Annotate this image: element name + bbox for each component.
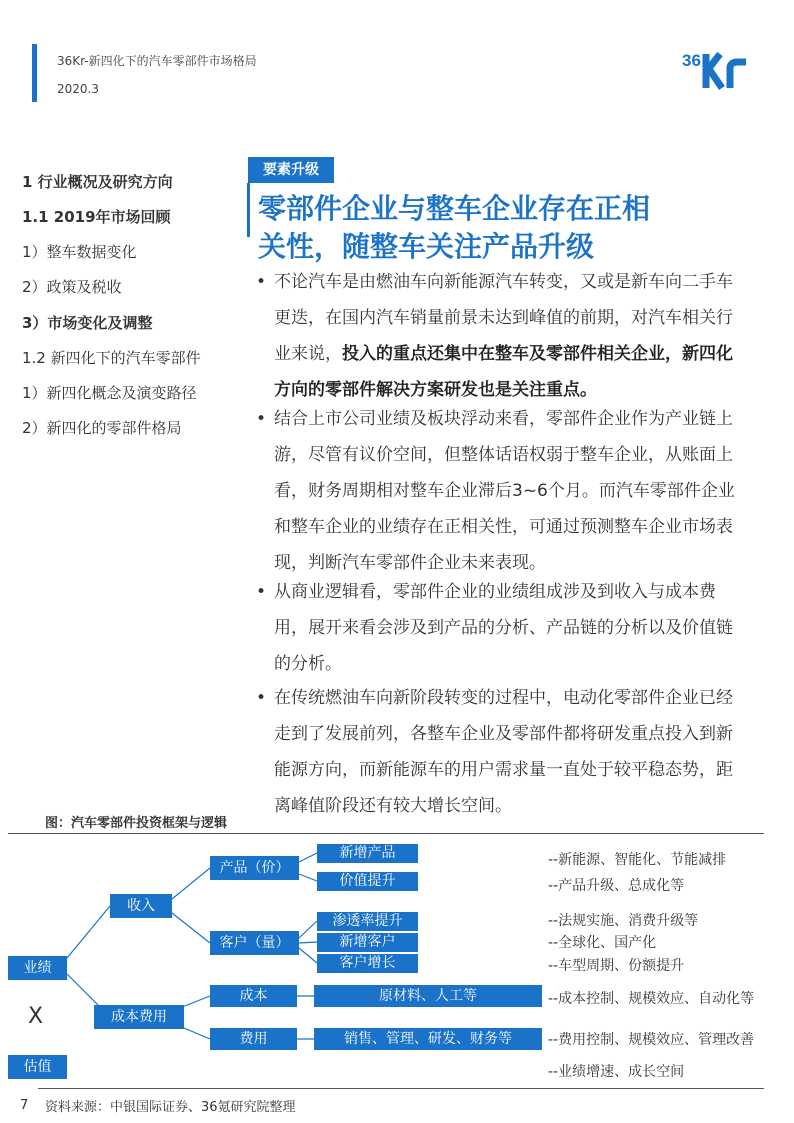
bullet: • [256,272,267,292]
note-cost: --成本控制、规模效应、自动化等 [548,991,755,1007]
toc-item-1-1-1[interactable]: 1）整车数据变化 [22,243,137,261]
paragraph-2 [256,401,748,581]
toc-item-1-1-3[interactable]: 3）市场变化及调整 [22,314,153,332]
bullet: • [256,409,267,429]
title-accent-bar [247,183,250,237]
36kr-logo [682,42,766,92]
section-title-line2: 关性，随整车关注产品升级 [258,230,595,263]
header-accent-bar [32,44,37,102]
svg-text:36: 36 [682,51,701,70]
node-new-products: 新增产品 [317,844,418,863]
node-materials: 原材料、人工等 [314,985,542,1007]
figure-title: 图：汽车零部件投资框架与逻辑 [45,816,228,831]
note-valuation: --业绩增速、成长空间 [548,1064,685,1080]
node-penetration: 渗透率提升 [317,912,418,931]
node-customer-growth: 客户增长 [317,954,418,973]
paragraph-3-text: 从商业逻辑看，零部件企业的业绩组成涉及到收入与成本费用，展开来看会涉及到产品的分析、产品链的分析以及价值链的分析。 [274,582,733,674]
note-customer-growth: --车型周期、份额提升 [548,958,685,974]
paragraph-4 [256,680,748,824]
note-value-upgrade: --产品升级、总成化等 [548,878,685,894]
multiply-sign: X [28,1004,44,1029]
section-title-line1: 零部件企业与整车企业存在正相 [258,192,651,225]
paragraph-1-highlight: 投入的重点还集中在整车及零部件相关企业，新四化方向的零部件解决方案研发也是关注重点。 [274,344,733,400]
node-valuation: 估值 [8,1055,67,1079]
figure-bottom-rule [38,1088,764,1089]
note-new-customers: --全球化、国产化 [548,935,657,951]
node-cost: 成本 [210,985,297,1007]
figure-source: 资料来源：中银国际证券、36氪研究院整理 [45,1100,296,1115]
section-tag: 要素升级 [248,157,334,183]
node-product-price: 产品（价） [210,856,299,880]
node-customer-volume: 客户（量） [210,931,299,955]
note-expense: --费用控制、规模效应、管理改善 [548,1032,755,1048]
toc-item-1[interactable]: 1 行业概况及研究方向 [22,173,173,191]
node-revenue: 收入 [110,894,172,918]
paragraph-2-text: 结合上市公司业绩及板块浮动来看，零部件企业作为产业链上游，尽管有议价空间，但整体话语权弱于整车企业，从账面上看，财务周期相对整车企业滞后3~6个月。而汽车零部件企业和整车企业的业绩存在正相关性，可通过预测整车企业市场表现，判断汽车零部件企业未来表现。 [274,409,735,573]
bullet: • [256,582,267,602]
page-number: 7 [20,1098,29,1113]
report-date: 2020.3 [57,82,99,96]
node-new-customers: 新增客户 [317,933,418,952]
paragraph-1 [256,264,748,408]
node-expense: 费用 [210,1028,297,1050]
toc-item-1-1-2[interactable]: 2）政策及税收 [22,278,122,296]
note-penetration: --法规实施、消费升级等 [548,913,699,929]
report-title: 36Kr-新四化下的汽车零部件市场格局 [57,54,257,68]
toc-item-1-1[interactable]: 1.1 2019年市场回顾 [22,208,171,226]
note-new-products: --新能源、智能化、节能减排 [548,852,727,868]
paragraph-3 [256,574,748,682]
paragraph-1-text: 不论汽车是由燃油车向新能源汽车转变，又或是新车向二手车更迭，在国内汽车销量前景未达到峰值的前期，对汽车相关行业来说， [274,272,733,364]
bullet: • [256,688,267,708]
node-sales-mgmt: 销售、管理、研发、财务等 [314,1028,542,1050]
toc-item-1-2[interactable]: 1.2 新四化下的汽车零部件 [22,349,201,367]
paragraph-4-text: 在传统燃油车向新阶段转变的过程中，电动化零部件企业已经走到了发展前列，各整车企业及零部件都将研发重点投入到新能源方向，而新能源车的用户需求量一直处于较平稳态势，距离峰值阶段还有较大增长空间。 [274,688,733,816]
section-title [258,190,728,266]
node-performance: 业绩 [8,956,67,980]
figure-top-rule [8,833,764,834]
node-value-upgrade: 价值提升 [317,872,418,891]
toc-item-1-2-1[interactable]: 1）新四化概念及演变路径 [22,384,197,402]
toc-item-1-2-2[interactable]: 2）新四化的零部件格局 [22,419,182,437]
node-cost-expense: 成本费用 [94,1005,184,1029]
